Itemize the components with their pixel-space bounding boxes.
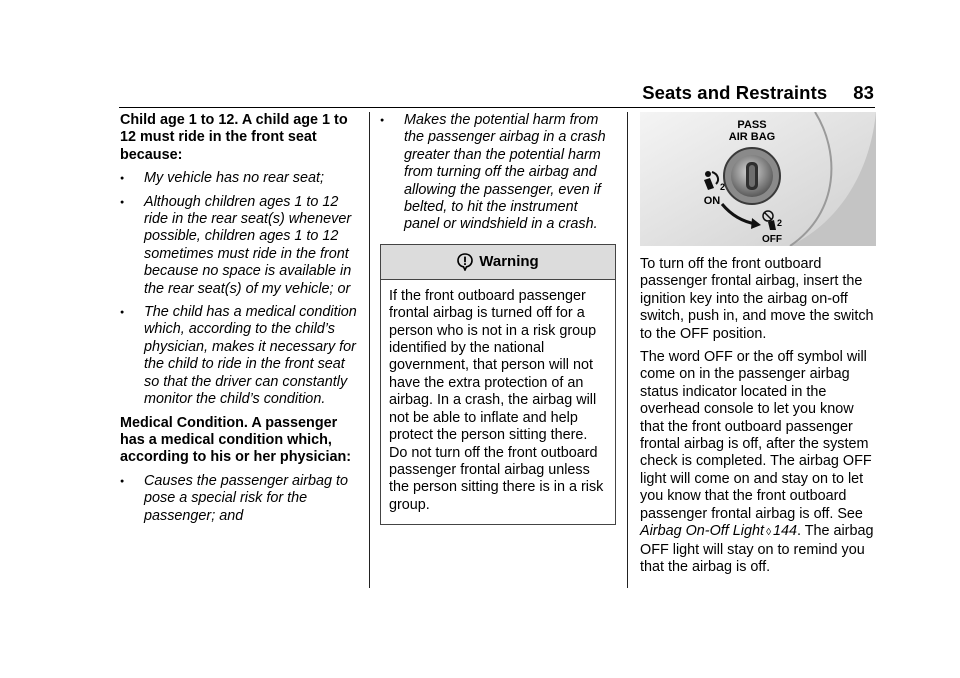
warning-text: If the front outboard passenger frontal airbag is turned off for a person who is not in a risk group identified by the national government, that person will not have the extra protection of an airbag. In a crash, the airbag will not be able to inflate and help protect the person sitting there. Do not turn off the front outboard passenger frontal airbag unless the person sitting there is in a risk group. [389, 287, 604, 513]
svg-text:2: 2 [720, 182, 726, 192]
column-divider [627, 112, 628, 588]
list-item: ● My vehicle has no rear seat; [120, 170, 360, 187]
cross-reference-link[interactable]: Airbag On-Off Light ◊ 144 [640, 523, 797, 540]
page-number: 83 [853, 82, 874, 103]
list-item: ● The child has a medical condition which, according to the child’s physician, makes it necessary for the child to ride in the front seat so that the driver can constantly monitor the child’s condition. [120, 304, 360, 408]
child-age-heading: Child age 1 to 12. A child age 1 to 12 must ride in the front seat because: [120, 112, 348, 163]
list-item: ● Makes the potential harm from the passenger airbag in a crash greater than the potential harm from turning off the airbag and allowing the passenger, even if belted, to hit the instrument panel or windshield in a crash. [380, 112, 616, 234]
warning-box [380, 244, 616, 525]
list-item: ● Although children ages 1 to 12 ride in the rear seat(s) whenever possible, children ages 1 to 12 sometimes must ride in the front because no space is available in the rear seat(s) of my vehicle; or [120, 194, 360, 298]
off-light-paragraph: The word OFF or the off symbol will come on in the passenger airbag status indicator located in the overhead console to let you know that the front outboard passenger frontal airbag is off, after the system check is completed. The airbag OFF light will come on and stay on to let you know that the front outboard passenger frontal airbag is off. See Airbag On-Off Light ◊ 144. The airbag OFF light will stay on to remind you that the airbag is off. [640, 349, 874, 575]
medical-list [120, 473, 360, 525]
column-3 [640, 112, 876, 582]
airbag-switch-photo [640, 112, 876, 246]
header-rule [119, 107, 875, 108]
column-2 [380, 112, 616, 525]
warning-title: Warning [479, 253, 539, 271]
list-item: ● Causes the passenger airbag to pose a special risk for the passenger; and [120, 473, 360, 525]
warning-header [381, 245, 615, 280]
column-1 [120, 112, 360, 531]
section-title: Seats and Restraints [642, 82, 828, 103]
column-divider [369, 112, 370, 588]
medical-condition-heading: Medical Condition. A passenger has a medical condition which, according to his or her physician: [120, 414, 352, 466]
pass-label: PASS [737, 119, 767, 131]
turn-off-instructions: To turn off the front outboard passenger frontal airbag, insert the ignition key into the airbag on-off switch, push in, and move the switch to the OFF position. [640, 256, 874, 342]
on-label: ON [703, 195, 721, 207]
medical-list-continued [380, 112, 616, 234]
off-label: OFF [762, 234, 782, 245]
airbag-label: AIR BAG [728, 131, 776, 143]
page-ref-icon: ◊ [765, 527, 771, 539]
warning-icon [457, 253, 473, 271]
svg-text:2: 2 [777, 218, 783, 228]
reasons-list [120, 170, 360, 408]
page-header [642, 82, 874, 104]
